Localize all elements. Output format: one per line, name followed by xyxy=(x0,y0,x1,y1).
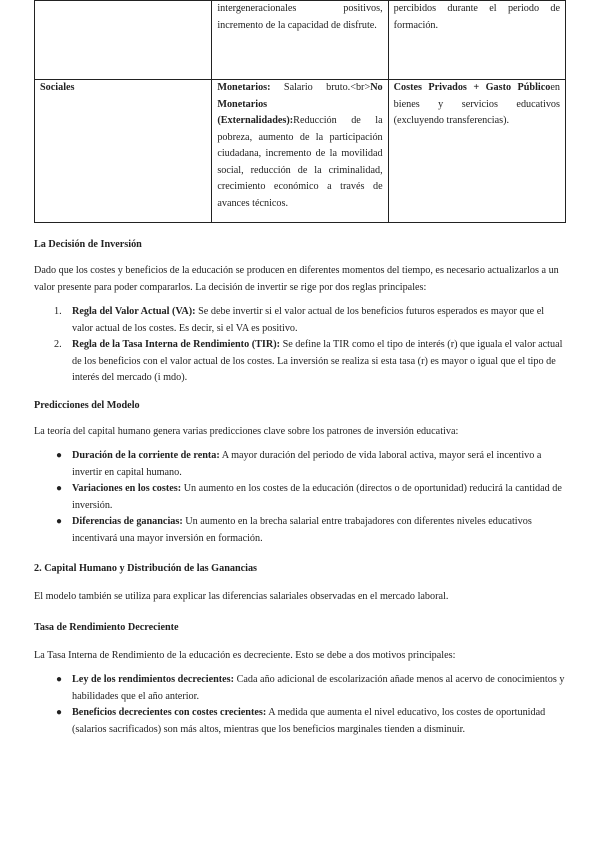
item-text: Un aumento en los costes de la educación (directos o de oportunidad) reducirá la cantidad de inversión. xyxy=(72,483,562,511)
predictions-list xyxy=(34,448,566,547)
cost-label: Costes Privados + Gasto Público xyxy=(393,82,551,93)
section-heading-decreasing: Tasa de Rendimiento Decreciente xyxy=(34,621,179,633)
section-heading-distribution: 2. Capital Humano y Distribución de las Ganancias xyxy=(34,563,258,574)
list-item xyxy=(34,337,566,387)
benefits-costs-table xyxy=(34,0,566,223)
list-number: 2. xyxy=(54,339,62,350)
nonmonetary-label: No Monetarios (Externalidades): xyxy=(217,82,383,126)
decreasing-list xyxy=(34,672,566,738)
cost-text: en bienes y servicios educativos (excluyendo transferencias). xyxy=(393,82,560,126)
table-cell xyxy=(212,1,388,80)
bullet-icon: ● xyxy=(56,674,63,685)
table-row xyxy=(35,80,566,223)
decision-rules-list xyxy=(34,304,566,387)
item-label: Ley de los rendimientos decrecientes: xyxy=(72,674,235,685)
list-item xyxy=(34,705,566,738)
list-item xyxy=(34,304,566,337)
rule-text: Se debe invertir si el valor actual de los beneficios futuros esperados es mayor que el valor actual de los costes. Es decir, si el VA es positivo. xyxy=(72,306,545,334)
item-text: A mayor duración del periodo de vida laboral activa, mayor será el incentivo a invertir en capital humano. xyxy=(72,450,542,478)
nonmonetary-text: Reducción de la pobreza, aumento de la participación ciudadana, incremento de la movilidad social, reducción de la criminalidad, crecimiento económico a través de avances técnicos. xyxy=(217,115,383,209)
bullet-icon: ● xyxy=(56,707,63,718)
table-cell xyxy=(212,80,388,223)
table-cell xyxy=(388,1,565,80)
table-row xyxy=(35,1,566,80)
item-label: Beneficios decrecientes con costes crecientes: xyxy=(72,707,267,718)
item-label: Diferencias de ganancias: xyxy=(72,516,183,527)
bullet-icon: ● xyxy=(56,483,63,494)
item-text: Cada año adicional de escolarización añade menos al acervo de conocimientos y habilidades que el año anterior. xyxy=(72,674,565,702)
list-item xyxy=(34,672,566,705)
paragraph: Dado que los costes y beneficios de la educación se producen en diferentes momentos del tiempo, es necesario actualizarlos a un valor presente para poder compararlos. La decisión de invertir se rige por dos reglas principales: xyxy=(34,265,559,293)
paragraph: La Tasa Interna de Rendimiento de la educación es decreciente. Esto se debe a dos motivos principales: xyxy=(34,649,456,661)
table-cell xyxy=(35,80,212,223)
rule-text: Se define la TIR como el tipo de interés (r) que iguala el valor actual de los beneficios con el valor actual de los costes. La inversión se realiza si esta tasa (r) es mayor o igual que el tipo de interés del mercado (i mdo). xyxy=(72,339,563,383)
item-text: Un aumento en la brecha salarial entre trabajadores con diferentes niveles educativos incentivará una mayor inversión en formación. xyxy=(72,516,532,544)
section-heading-predictions: Predicciones del Modelo xyxy=(34,399,140,411)
item-label: Duración de la corriente de renta: xyxy=(72,450,220,461)
item-label: Variaciones en los costes: xyxy=(72,483,182,494)
table-cell xyxy=(35,1,212,80)
table-cell xyxy=(388,80,565,223)
item-text: A medida que aumenta el nivel educativo, los costes de oportunidad (salarios sacrificados) son más altos, mientras que los beneficios marginales tienden a disminuir. xyxy=(72,707,546,735)
bullet-icon: ● xyxy=(56,516,63,527)
rule-label: Regla de la Tasa Interna de Rendimiento (TIR): xyxy=(72,339,281,350)
paragraph: La teoría del capital humano genera varias predicciones clave sobre los patrones de inversión educativa: xyxy=(34,425,459,437)
row-label-sociales: Sociales xyxy=(40,82,75,93)
monetary-text: Salario bruto.<br> xyxy=(270,82,371,93)
bullet-icon: ● xyxy=(56,450,63,461)
rule-label: Regla del Valor Actual (VA): xyxy=(72,306,196,317)
list-item xyxy=(34,448,566,481)
paragraph: El modelo también se utiliza para explicar las diferencias salariales observadas en el mercado laboral. xyxy=(34,591,449,602)
list-item xyxy=(34,514,566,547)
monetary-label: Monetarios: xyxy=(217,82,271,93)
section-heading-decision: La Decisión de Inversión xyxy=(34,239,142,250)
cell-text: intergeneracionales positivos, incremento de la capacidad de disfrute. xyxy=(217,3,383,31)
list-item xyxy=(34,481,566,514)
list-number: 1. xyxy=(54,306,62,317)
document-page xyxy=(34,0,566,738)
cell-text: percibidos durante el periodo de formación. xyxy=(393,3,560,31)
